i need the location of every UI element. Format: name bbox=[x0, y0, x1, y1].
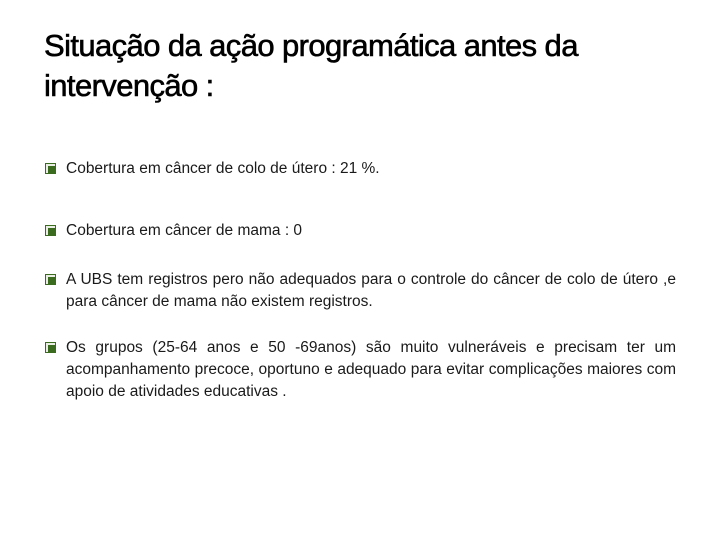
checkbox-square-bullet-icon bbox=[45, 163, 56, 174]
bullet-text: A UBS tem registros pero não adequados para o controle do câncer de colo de útero ,e para câncer de mama não existem registros. bbox=[66, 271, 676, 310]
bullet-item bbox=[44, 269, 676, 313]
checkbox-square-bullet-icon bbox=[45, 342, 56, 353]
bullet-text: Cobertura em câncer de colo de útero : 21 %. bbox=[66, 160, 380, 177]
bullet-list bbox=[44, 158, 676, 403]
checkbox-square-bullet-icon bbox=[45, 225, 56, 236]
bullet-text: Cobertura em câncer de mama : 0 bbox=[66, 222, 303, 239]
slide-title: Situação da ação programática antes da intervenção : bbox=[44, 28, 578, 103]
bullet-item bbox=[44, 337, 676, 403]
checkbox-square-bullet-icon bbox=[45, 274, 56, 285]
bullet-item bbox=[44, 220, 676, 242]
bullet-item bbox=[44, 158, 676, 180]
bullet-text: Os grupos (25-64 anos e 50 -69anos) são muito vulneráveis e precisam ter um acompanhamento precoce, oportuno e adequado para evitar complicações maiores com apoio de atividades educativas . bbox=[66, 339, 676, 400]
